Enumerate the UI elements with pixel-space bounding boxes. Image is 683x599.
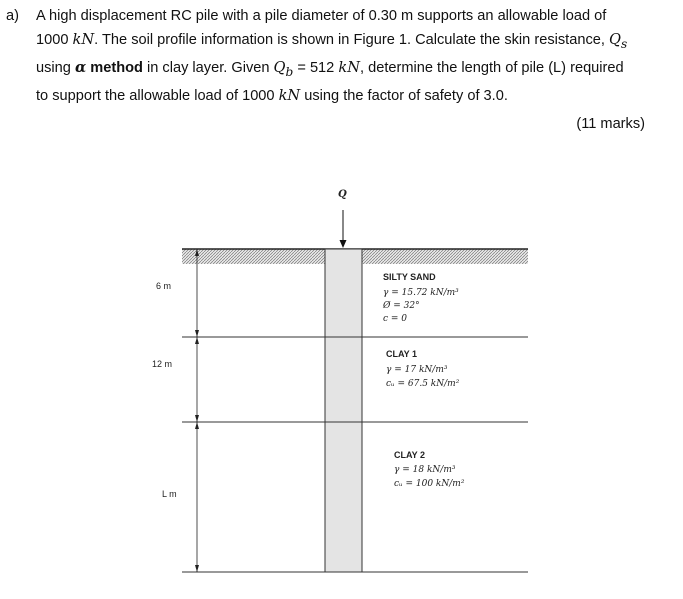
symbol-q: Q [273, 58, 286, 76]
text-segment: using the factor of safety of 3.0. [300, 87, 508, 104]
depth-label-2: 12 m [152, 359, 173, 369]
text-method: method [86, 59, 143, 76]
unit-kn: kN [72, 31, 95, 48]
load-label: Q [338, 189, 347, 200]
layer-prop: γ = 18 kN/m³ [394, 465, 456, 475]
layer-prop: cᵤ = 67.5 kN/m² [386, 379, 460, 389]
layer-name-clay-2: CLAY 2 [394, 450, 426, 460]
layer-prop: γ = 17 kN/m³ [386, 365, 448, 375]
marks-label: (11 marks) [576, 116, 645, 132]
symbol-sub: s [620, 36, 628, 51]
unit-kn: kN [278, 86, 301, 104]
dim-arrow [195, 337, 199, 344]
text-segment: to support the allowable load of 1000 [36, 87, 279, 104]
text-segment: = 512 [293, 59, 339, 76]
load-arrow-head [340, 240, 347, 248]
pile [325, 249, 362, 572]
layer-prop: γ = 15.72 kN/m³ [383, 288, 459, 298]
layer-prop: c = 0 [383, 314, 408, 324]
text-segment: using [36, 59, 75, 76]
layer-name-silty-sand: SILTY SAND [383, 272, 436, 282]
dim-arrow [195, 422, 199, 429]
symbol-q: Q [608, 31, 621, 48]
text-segment: 1000 [36, 32, 73, 48]
depth-label-1: 6 m [156, 281, 172, 291]
symbol-sub: b [285, 64, 294, 79]
layer-name-clay-1: CLAY 1 [386, 349, 418, 359]
layer-prop: cᵤ = 100 kN/m² [394, 479, 465, 489]
dim-arrow [195, 330, 199, 337]
text-segment: . The soil profile information is shown in Figure 1. Calculate the skin resistance, [94, 32, 609, 48]
text-segment: , determine the length of pile (L) required [359, 59, 624, 76]
text-segment: in clay layer. Given [142, 59, 274, 76]
unit-kn: kN [338, 58, 360, 76]
layer-prop: Ø = 32° [383, 301, 420, 311]
dim-arrow [195, 415, 199, 422]
depth-label-3: L m [162, 489, 177, 499]
question-label: a) [6, 8, 19, 24]
symbol-alpha: α [74, 58, 87, 76]
dim-arrow [195, 565, 199, 572]
text-segment: A high displacement RC pile with a pile diameter of 0.30 m supports an allowable load of [36, 8, 607, 24]
